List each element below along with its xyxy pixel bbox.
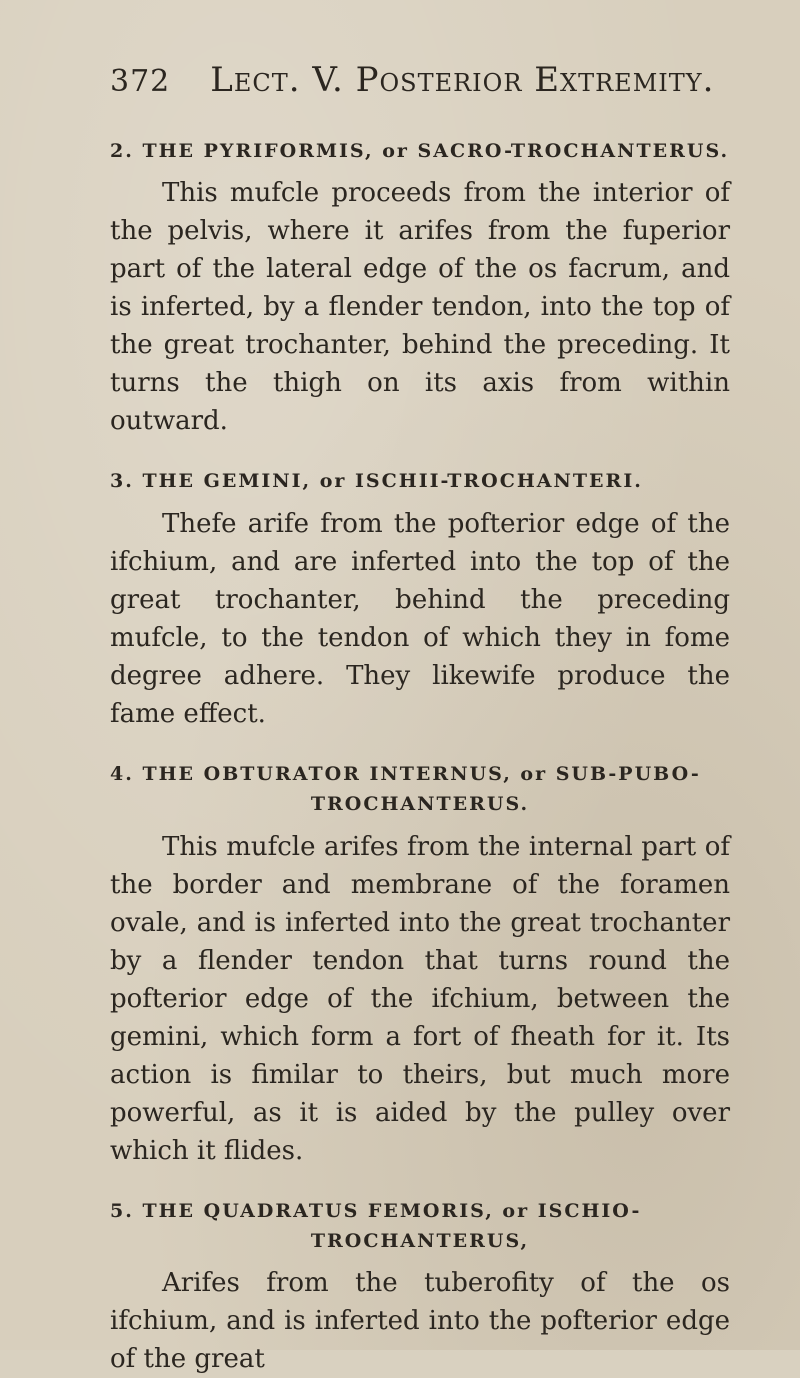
section-obturator-internus [110, 759, 730, 1170]
section-paragraph: Arifes from the tuberofity of the os ifchium, and is inferted into the pofterior edge of the great [110, 1268, 730, 1375]
section-pyriformis [110, 136, 730, 440]
section-heading: 4. THE OBTURATOR INTERNUS, or SUB-PUBO- [110, 762, 701, 785]
section-gemini [110, 466, 730, 732]
section-heading-continuation: TROCHANTERUS, [310, 1229, 530, 1252]
page-number: 372 [110, 64, 171, 99]
running-head [110, 60, 730, 100]
section-paragraph: This mufcle arifes from the internal part of the border and membrane of the foramen ovale, and is inferted into the great trochanter by a flender tendon that turns round the pofterior edge of the ifchium, between the gemini, which form a fort of fheath for it. Its action is fimilar to theirs, but much more powerful, as it is aided by the pulley over which it flides. [110, 831, 730, 1166]
section-paragraph: This mufcle proceeds from the interior of the pelvis, where it arifes from the fuperior part of the lateral edge of the os facrum, and is inferted, by a flender tendon, into the top of the great trochanter, behind the preceding. It turns the thigh on its axis from within outward. [110, 178, 730, 437]
section-heading: 2. THE PYRIFORMIS, or SACRO-TROCHANTERUS. [110, 140, 730, 162]
section-heading: 3. THE GEMINI, or ISCHII-TROCHANTERI. [110, 470, 643, 493]
section-quadratus-femoris [110, 1196, 730, 1378]
running-title: Lect. V. Posterior Extremity. [210, 60, 715, 100]
section-heading-continuation: TROCHANTERUS. [310, 793, 530, 816]
section-heading: 5. THE QUADRATUS FEMORIS, or ISCHIO- [110, 1199, 642, 1222]
section-paragraph: Thefe arife from the pofterior edge of the ifchium, and are inferted into the top of the great trochanter, behind the preceding mufcle, to the tendon of which they in fome degree adhere. They likewife produce the fame effect. [110, 508, 730, 729]
